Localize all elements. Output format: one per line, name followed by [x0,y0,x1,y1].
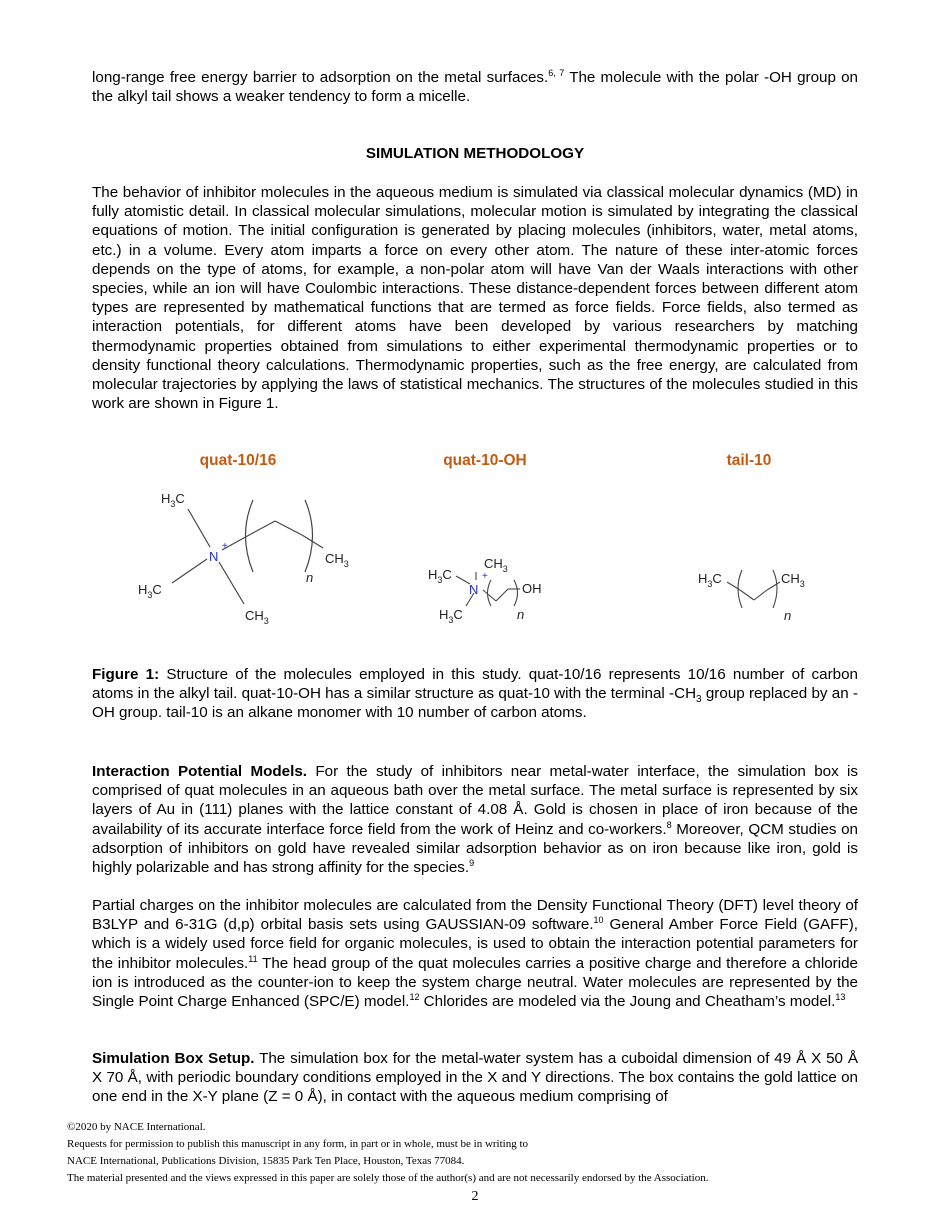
footer-copyright: ©2020 by NACE International. [67,1121,206,1133]
footer-address: NACE International, Publications Division, 15835 Park Ten Place, Houston, Texas 77084. [67,1155,465,1167]
positive-charge: + [222,541,228,552]
citation-11[interactable]: 11 [248,953,258,964]
repeat-index-n: n [306,570,314,585]
section-heading: SIMULATION METHODOLOGY [365,145,585,162]
nitrogen-atom: N [209,549,219,564]
figure-caption: Figure 1: Structure of the molecules employed in this study. quat-10/16 represents 10/16 number of carbon atoms in the alkyl tail. quat-10-OH has a similar structure as quat-10 with the terminal $-CH_3$ group replaced by an -OH group. tail-10 is an alkane monomer with 10 number of carbon atoms. [92,666,858,722]
simulation-box-paragraph: Simulation Box Setup. The simulation box for the metal-water system has a cuboidal dimension of 49 Å X 50 Å X 70 Å, with periodic boundary conditions employed in the X and Y directions. The box contains the gold lattice on one end in the X-Y plane (Z = 0 Å), in contact with the aqueous medium comprising of [92,1050,858,1106]
methyl-group-bottom: $H_3C$ [439,607,463,625]
nitrogen-atom: N [469,582,479,597]
methyl-group-right: $CH_3$ [781,571,805,589]
subsection-title-setup: Simulation Box Setup. [92,1050,255,1067]
methyl-group-top: $H_3C$ [161,491,185,509]
figure-label-tail-10: tail-10 [726,452,772,469]
citation-12[interactable]: 12 [409,991,420,1002]
interaction-potential-paragraph: Interaction Potential Models. For the study of inhibitors near metal-water interface, the simulation box is comprised of quat molecules in an aqueous bath over the metal surface. The metal surface is represented by six layers of Au in (111) planes with the lattice constant of 4.08 Å. Gold is chosen in place of iron because of the availability of its accurate interface force field from the work of Heinz and co-workers.$^8$ Moreover, QCM studies on adsorption of inhibitors on gold have revealed similar adsorption behavior as on iron because like iron, gold is highly polarizable and has strong affinity for the species.$^9$ [92,763,858,877]
repeat-index-n: n [517,607,525,622]
structure-quat-10-16 [120,480,380,630]
page-number: 2 [471,1189,479,1204]
figure-label-quat-10-oh: quat-10-OH [443,452,527,469]
citation-8[interactable]: 8 [666,819,672,830]
citation-9[interactable]: 9 [469,857,475,868]
methodology-paragraph: The behavior of inhibitor molecules in the aqueous medium is simulated via classical molecular dynamics (MD) in fully atomistic detail. In classical molecular simulations, molecular motion is simulated by integrating the classical equations of motion. The initial configuration is generated by placing molecules (inhibitors, water, metal atoms, etc.) in a volume. Every atom imparts a force on every other atom. The nature of these inter-atomic forces depends on the type of atoms, for example, a non-polar atom will have Van der Waals interactions with other species, while an ion will have Coulombic interactions. These distance-dependent forces between different atom types are represented by mathematical functions that are termed as force fields. Force fields, also termed as interaction potentials, for different atoms have been developed by various researchers by matching thermodynamic properties obtained from simulations to either experimental thermodynamic properties or to density functional theory calculations. Thermodynamic properties, such as the free energy, are calculated from molecular trajectories by applying the laws of statistical mechanics. The structures of the molecules studied in this work are shown in Figure 1. [92,184,858,413]
intro-paragraph: long-range free energy barrier to adsorption on the metal surfaces.$^{6, 7}$ The molecule with the polar -OH group on the alkyl tail shows a weaker tendency to form a micelle. [92,67,858,106]
positive-charge: + [482,571,488,582]
methyl-group-bottom: $CH_3$ [245,608,269,626]
citation-6-7[interactable]: 6, 7 [548,67,565,78]
footer-disclaimer: The material presented and the views expressed in this paper are solely those of the author(s) and are not necessarily endorsed by the Association. [67,1172,709,1184]
hydroxyl-group: OH [522,581,542,596]
repeat-index-n: n [784,608,792,623]
partial-charges-paragraph: Partial charges on the inhibitor molecules are calculated from the Density Functional Theory (DFT) level theory of B3LYP and 6-31G (d,p) orbital basis sets using GAUSSIAN-09 software.$^{10}$ General Amber Force Field (GAFF), which is a widely used force field for organic molecules, is used to obtain the interaction potential parameters for the inhibitor molecules.$^{11}$ The head group of the quat molecules carries a positive charge and therefore a chloride ion is introduced as the counter-ion to keep the system charge neutral. Water molecules are represented by the Single Point Charge Enhanced (SPC/E) model.$^{12}$ Chlorides are modeled via the Joung and Cheatham’s model.$^{13}$ [92,897,858,1011]
footer-permission: Requests for permission to publish this manuscript in any form, in part or in whole, must be in writing to [67,1138,529,1150]
subsection-title-interaction: Interaction Potential Models. [92,763,308,780]
methyl-group-left: $H_3C$ [428,567,452,585]
structure-quat-10-oh [420,548,570,628]
citation-10[interactable]: 10 [593,915,604,926]
figure-caption-label: Figure 1: [92,666,160,683]
methyl-group-top: $CH_3$ [484,556,508,574]
methyl-group-left: $H_3C$ [138,582,162,600]
figure-label-quat-10-16: quat-10/16 [199,452,277,469]
methyl-group-left: $H_3C$ [698,571,722,589]
citation-13[interactable]: 13 [835,991,846,1002]
terminal-methyl: $CH_3$ [325,551,349,569]
structure-tail-10 [690,560,840,630]
